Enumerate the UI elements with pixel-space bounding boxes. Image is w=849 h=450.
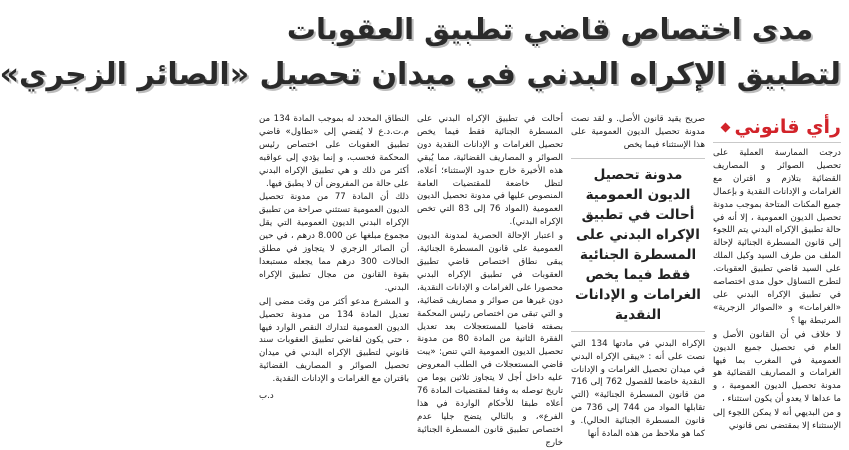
paragraph: الإكراه البدني في مادتها 134 التي نصت على أنه : «يبقى الإكراه البدني في ميدان تحصيل الغرامات و الإدانات النقدية خاضعا للفصول 762 إلى 716 من قانون المسطرة الجنائية» (التي تقابلها المواد من 744 إلى 736 من قانون المسطرة الجنائية الحالي). و كما هو ملاحظ من هذه المادة أنها (571, 338, 705, 440)
paragraph: صريح يقيد قانون الأصل. و لقد نصت مدونة تحصيل الديون العمومية على هذا الإستثناء فيما يخص (571, 114, 705, 150)
pull-quote: مدونة تحصيل الديون العمومية أحالت في تطبيق الإكراه البدني على المسطرة الجنائية فقط فيما يخص الغرامات و الإدانات النقدية (571, 158, 705, 332)
column-2 (571, 113, 705, 440)
section-rubric (713, 113, 841, 143)
column-1 (713, 113, 841, 432)
column-4 (259, 113, 409, 417)
paragraph: و من البديهي أنه لا يمكن اللجوء إلى الإستثناء إلا بمقتضى نص قانوني (713, 408, 841, 432)
paragraph: و المشرع مدعو أكثر من وقت مضى إلى تعديل المادة 134 من مدونة تحصيل الديون العمومية لتدارك النقص الوارد فيها ، حتى يكون لقاضي تطبيق العقوبات سند قانوني لتطبيق الإكراه البدني في ميدان تحصيل الصوائر و المصاريف القضائية باقتران مع الغرامات و الإدانات النقدية. (259, 296, 409, 385)
rubric-diamond-icon (720, 123, 730, 133)
headline-line-1: مدى اختصاص قاضي تطبيق العقوبات (286, 12, 814, 46)
paragraph: لا خلاف في أن القانون الأصل و العام في تحصيل جميع الديون العمومية في المغرب بما فيها الغرامات و المصاريف القضائية هو مدونة تحصيل الديون العمومية ، و ما عداها لا يعدو أن يكون استثناء ، (713, 329, 841, 405)
article-headline (0, 6, 841, 108)
paragraph: النطاق المحدد له بموجب المادة 134 من م.ت.د.ع لا يُفضي إلى «تطاول» قاضي تطبيق العقوبات على اختصاص رئيس المحكمة فحسب، و إنما يؤدي إلى عواقبه أكثر من ذلك و هي تطبيق الإكراه البدني على حالة من المفروض أن لا يطبق فيها. (259, 114, 409, 189)
column-3 (417, 113, 564, 448)
paragraph: ذلك أن المادة 77 من مدونة تحصيل الديون العمومية تستثني صراحة من تطبيق الإكراه البدني الديون العمومية التي يقل مجموع مبلغها عن 8.000 درهم ، في حين أن الصائر الزجري لا يتجاوز في مطلق الحالات 300 درهم مما يجعله مستبعدا بقوة القانون من مجال تطبيق الإكراه البدني. (259, 192, 409, 293)
headline-line-2: لتطبيق الإكراه البدني في ميدان تحصيل «الصائر الزجري» (0, 57, 841, 92)
rubric-label: رأي قانوني (734, 116, 841, 139)
author-signature: د.ب (259, 391, 274, 402)
paragraph: درجت الممارسة العملية على تحصيل الصوائر و المصاريف القضائية بتلازم و اقتران مع الغرامات و الإدانات النقدية و بإعمال جميع المكنات المتاحة بموجب مدونة تحصيل الديون العمومية ، إلا أنه في حالة تطبيق الإكراه البدني يتم اللجوء إلى قانون المسطرة الجنائية لإحالة الملف من طرف السيد وكيل الملك على السيد قاضي تطبيق العقوبات. لتطرح التساؤل حول مدى اختصاصه في تطبيق الإكراه البدني على «الغرامات» و «الصوائر الزجرية» المرتبطة بها ؟ (713, 148, 841, 326)
paragraph: أحالت في تطبيق الإكراه البدني على المسطرة الجنائية فقط فيما يخص تحصيل الغرامات و الإدانات النقدية دون الصوائر و المصاريف القضائية، مما يُبقي هذه الأخيرة خارج حدود الإستثناء؛ أعلاه، لتظل خاضعة للمقتضيات العامة المنصوص عليها في مدونة تحصيل الديون العمومية (المواد 76 إلى 83 التي تخص الإكراه البدني). (417, 114, 563, 228)
paragraph: و اعتبار الإحالة الحصرية لمدونة الديون العمومية على قانون المسطرة الجنائية، يبقى نطاق اختصاص قاضي تطبيق العقوبات في تطبيق الإكراه البدني محصورا على الغرامات و الإدانات النقدية، دون غيرها من صوائر و مصاريف قضائية، و التي تبقى من اختصاص رئيس المحكمة بصفته قاضيا للمستعجلات بعد تعديل الفقرة الثانية من المادة 80 من مدونة تحصيل الديون العمومية التي تنص: «يبت قاضي المستعجلات في الطلب المعروض عليه داخل أجل لا يتجاوز ثلاثين يوما من تاريخ توصله به وفقا لمقتضيات المادة 76 أعلاه طبقا للأحكام الواردة في هذا الفرع»، و بالتالي يتضح جليا عدم اختصاص تطبيق قانون المسطرة الجنائية خارج (417, 231, 564, 448)
